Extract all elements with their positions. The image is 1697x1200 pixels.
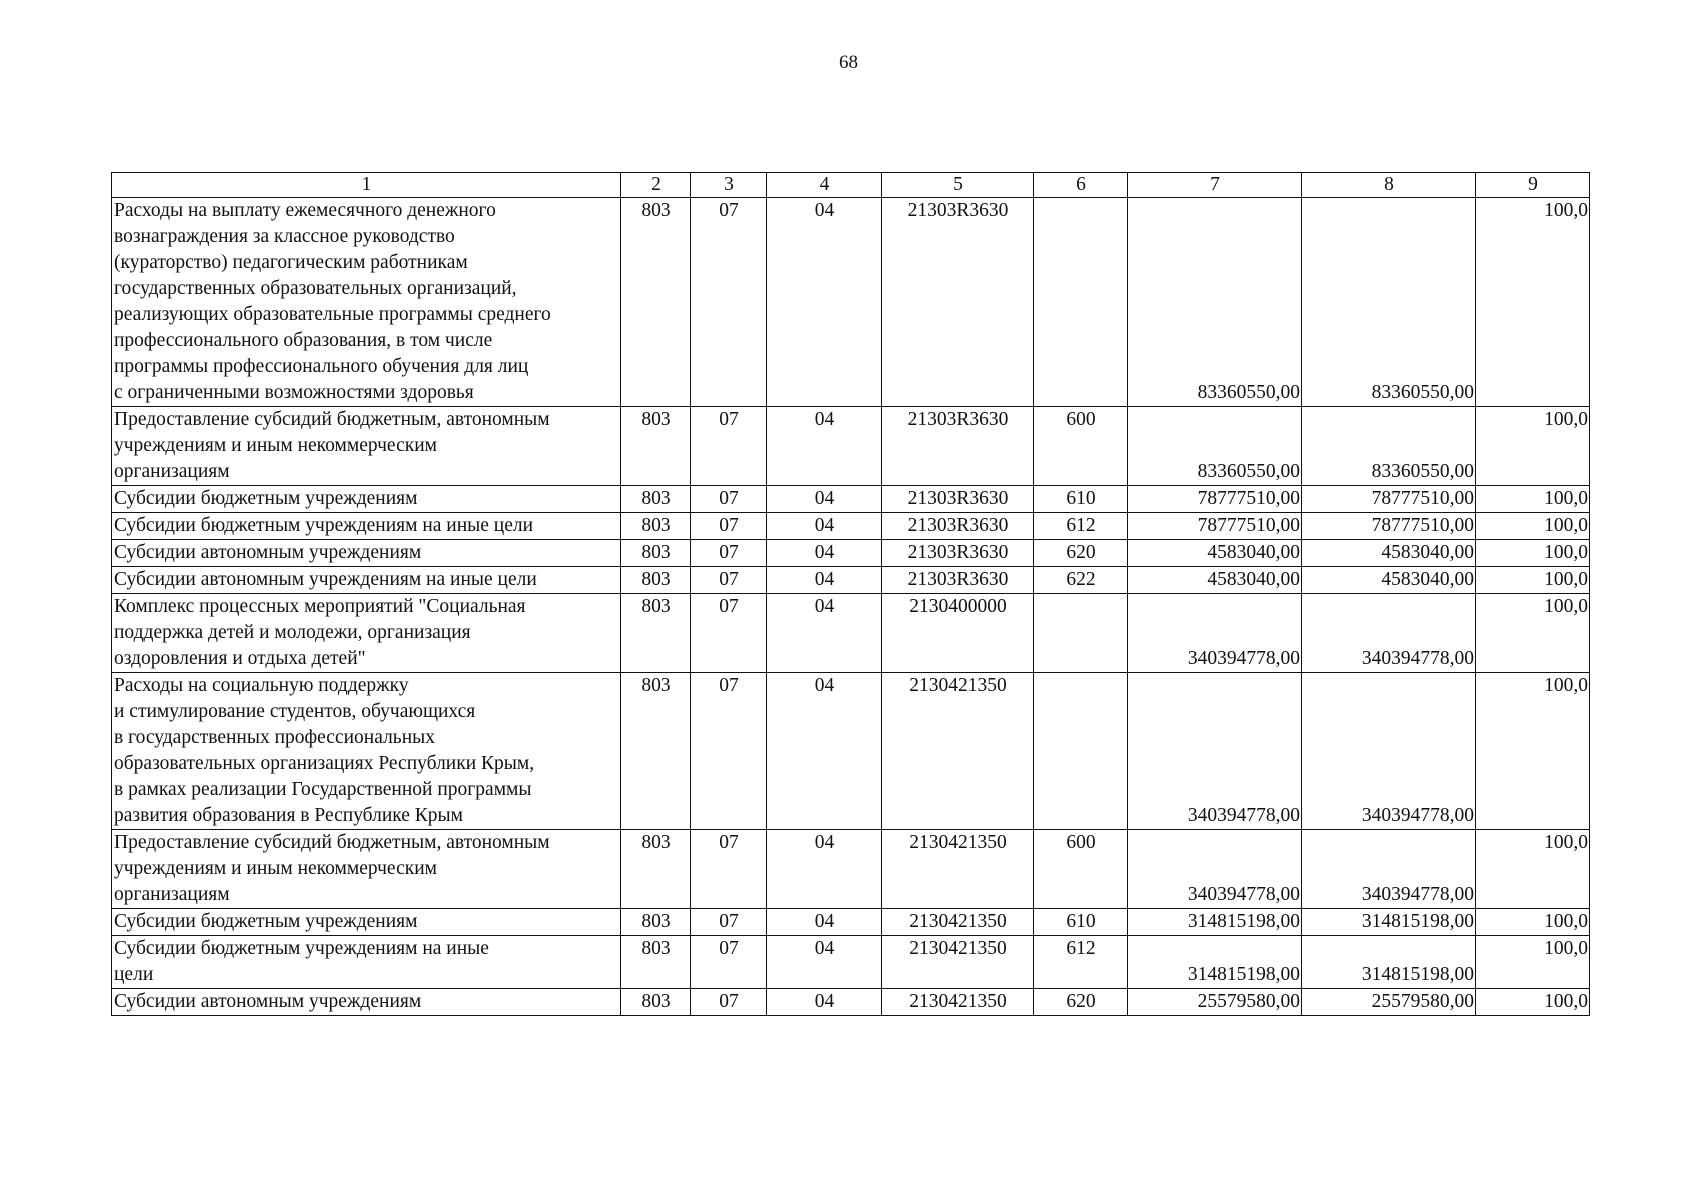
ministry-code-cell: 803 <box>621 486 691 513</box>
execution-percent-cell: 100,0 <box>1476 909 1590 936</box>
expense-name-cell: Субсидии бюджетным учреждениям на иные цели <box>112 513 621 540</box>
section-code-cell: 07 <box>691 673 767 830</box>
column-header: 7 <box>1128 173 1302 198</box>
execution-percent-cell: 100,0 <box>1476 486 1590 513</box>
expense-type-cell: 610 <box>1034 486 1128 513</box>
subsection-code-cell: 04 <box>767 936 882 989</box>
target-article-cell: 21303R3630 <box>882 540 1034 567</box>
executed-amount-cell: 78777510,00 <box>1302 486 1476 513</box>
expense-name-cell: Расходы на социальную поддержку и стимулирование студентов, обучающихся в государственных профессиональных образовательных организациях Республики Крым, в рамках реализации Государственной программы развития образования в Республике Крым <box>112 673 621 830</box>
execution-percent-cell: 100,0 <box>1476 830 1590 909</box>
expense-type-cell <box>1034 198 1128 407</box>
table-row <box>112 936 1590 989</box>
table-row <box>112 830 1590 909</box>
subsection-code-cell: 04 <box>767 540 882 567</box>
target-article-cell: 21303R3630 <box>882 407 1034 486</box>
planned-amount-cell: 25579580,00 <box>1128 989 1302 1016</box>
expense-name-cell: Субсидии автономным учреждениям на иные цели <box>112 567 621 594</box>
planned-amount-cell: 314815198,00 <box>1128 936 1302 989</box>
column-header: 8 <box>1302 173 1476 198</box>
ministry-code-cell: 803 <box>621 594 691 673</box>
ministry-code-cell: 803 <box>621 909 691 936</box>
section-code-cell: 07 <box>691 407 767 486</box>
ministry-code-cell: 803 <box>621 673 691 830</box>
table-body <box>112 198 1590 1016</box>
table-row <box>112 594 1590 673</box>
executed-amount-cell: 314815198,00 <box>1302 909 1476 936</box>
expense-name-cell: Субсидии бюджетным учреждениям на иные цели <box>112 936 621 989</box>
subsection-code-cell: 04 <box>767 909 882 936</box>
subsection-code-cell: 04 <box>767 407 882 486</box>
column-header: 5 <box>882 173 1034 198</box>
table-row <box>112 989 1590 1016</box>
page-number: 68 <box>839 52 858 73</box>
expense-type-cell: 622 <box>1034 567 1128 594</box>
executed-amount-cell: 314815198,00 <box>1302 936 1476 989</box>
subsection-code-cell: 04 <box>767 567 882 594</box>
ministry-code-cell: 803 <box>621 513 691 540</box>
table-row <box>112 486 1590 513</box>
expense-type-cell: 620 <box>1034 540 1128 567</box>
execution-percent-cell: 100,0 <box>1476 540 1590 567</box>
section-code-cell: 07 <box>691 989 767 1016</box>
expense-name-cell: Предоставление субсидий бюджетным, автономным учреждениям и иным некоммерческим организациям <box>112 830 621 909</box>
table-row <box>112 909 1590 936</box>
execution-percent-cell: 100,0 <box>1476 989 1590 1016</box>
executed-amount-cell: 78777510,00 <box>1302 513 1476 540</box>
ministry-code-cell: 803 <box>621 407 691 486</box>
expense-name-cell: Предоставление субсидий бюджетным, автономным учреждениям и иным некоммерческим организациям <box>112 407 621 486</box>
executed-amount-cell: 4583040,00 <box>1302 540 1476 567</box>
planned-amount-cell: 83360550,00 <box>1128 198 1302 407</box>
expense-type-cell: 612 <box>1034 513 1128 540</box>
target-article-cell: 2130421350 <box>882 909 1034 936</box>
section-code-cell: 07 <box>691 594 767 673</box>
execution-percent-cell: 100,0 <box>1476 673 1590 830</box>
expense-name-cell: Субсидии бюджетным учреждениям <box>112 909 621 936</box>
table-row <box>112 540 1590 567</box>
target-article-cell: 21303R3630 <box>882 486 1034 513</box>
subsection-code-cell: 04 <box>767 198 882 407</box>
subsection-code-cell: 04 <box>767 830 882 909</box>
expense-type-cell: 620 <box>1034 989 1128 1016</box>
target-article-cell: 21303R3630 <box>882 198 1034 407</box>
target-article-cell: 2130421350 <box>882 936 1034 989</box>
ministry-code-cell: 803 <box>621 567 691 594</box>
subsection-code-cell: 04 <box>767 989 882 1016</box>
table-row <box>112 198 1590 407</box>
expense-name-cell: Субсидии бюджетным учреждениям <box>112 486 621 513</box>
target-article-cell: 2130400000 <box>882 594 1034 673</box>
expense-name-cell: Субсидии автономным учреждениям <box>112 540 621 567</box>
executed-amount-cell: 340394778,00 <box>1302 594 1476 673</box>
section-code-cell: 07 <box>691 513 767 540</box>
section-code-cell: 07 <box>691 830 767 909</box>
execution-percent-cell: 100,0 <box>1476 407 1590 486</box>
execution-percent-cell: 100,0 <box>1476 198 1590 407</box>
section-code-cell: 07 <box>691 567 767 594</box>
planned-amount-cell: 340394778,00 <box>1128 673 1302 830</box>
planned-amount-cell: 314815198,00 <box>1128 909 1302 936</box>
executed-amount-cell: 83360550,00 <box>1302 407 1476 486</box>
ministry-code-cell: 803 <box>621 198 691 407</box>
execution-percent-cell: 100,0 <box>1476 594 1590 673</box>
ministry-code-cell: 803 <box>621 989 691 1016</box>
target-article-cell: 2130421350 <box>882 989 1034 1016</box>
expense-type-cell: 610 <box>1034 909 1128 936</box>
planned-amount-cell: 78777510,00 <box>1128 513 1302 540</box>
ministry-code-cell: 803 <box>621 936 691 989</box>
section-code-cell: 07 <box>691 540 767 567</box>
column-header: 2 <box>621 173 691 198</box>
planned-amount-cell: 4583040,00 <box>1128 567 1302 594</box>
ministry-code-cell: 803 <box>621 540 691 567</box>
planned-amount-cell: 78777510,00 <box>1128 486 1302 513</box>
subsection-code-cell: 04 <box>767 673 882 830</box>
subsection-code-cell: 04 <box>767 513 882 540</box>
budget-table <box>111 172 1590 1016</box>
section-code-cell: 07 <box>691 909 767 936</box>
target-article-cell: 2130421350 <box>882 830 1034 909</box>
execution-percent-cell: 100,0 <box>1476 936 1590 989</box>
section-code-cell: 07 <box>691 936 767 989</box>
column-header: 6 <box>1034 173 1128 198</box>
execution-percent-cell: 100,0 <box>1476 567 1590 594</box>
table-row <box>112 673 1590 830</box>
section-code-cell: 07 <box>691 198 767 407</box>
executed-amount-cell: 340394778,00 <box>1302 673 1476 830</box>
expense-name-cell: Комплекс процессных мероприятий "Социальная поддержка детей и молодежи, организация оздоровления и отдыха детей" <box>112 594 621 673</box>
expense-type-cell: 600 <box>1034 407 1128 486</box>
subsection-code-cell: 04 <box>767 486 882 513</box>
planned-amount-cell: 4583040,00 <box>1128 540 1302 567</box>
column-header: 3 <box>691 173 767 198</box>
target-article-cell: 21303R3630 <box>882 567 1034 594</box>
target-article-cell: 2130421350 <box>882 673 1034 830</box>
ministry-code-cell: 803 <box>621 830 691 909</box>
expense-type-cell: 600 <box>1034 830 1128 909</box>
table-row <box>112 567 1590 594</box>
executed-amount-cell: 340394778,00 <box>1302 830 1476 909</box>
planned-amount-cell: 340394778,00 <box>1128 594 1302 673</box>
expense-type-cell <box>1034 594 1128 673</box>
executed-amount-cell: 25579580,00 <box>1302 989 1476 1016</box>
expense-name-cell: Расходы на выплату ежемесячного денежного вознаграждения за классное руководство (кураторство) педагогическим работникам государственных образовательных организаций, реализующих образовательные программы среднего профессионального образования, в том числе программы профессионального обучения для лиц с ограниченными возможностями здоровья <box>112 198 621 407</box>
table-row <box>112 513 1590 540</box>
column-header: 4 <box>767 173 882 198</box>
section-code-cell: 07 <box>691 486 767 513</box>
column-number-row <box>112 173 1590 198</box>
target-article-cell: 21303R3630 <box>882 513 1034 540</box>
planned-amount-cell: 340394778,00 <box>1128 830 1302 909</box>
table-row <box>112 407 1590 486</box>
column-header: 9 <box>1476 173 1590 198</box>
executed-amount-cell: 4583040,00 <box>1302 567 1476 594</box>
expense-type-cell: 612 <box>1034 936 1128 989</box>
planned-amount-cell: 83360550,00 <box>1128 407 1302 486</box>
expense-name-cell: Субсидии автономным учреждениям <box>112 989 621 1016</box>
subsection-code-cell: 04 <box>767 594 882 673</box>
executed-amount-cell: 83360550,00 <box>1302 198 1476 407</box>
column-header: 1 <box>112 173 621 198</box>
execution-percent-cell: 100,0 <box>1476 513 1590 540</box>
expense-type-cell <box>1034 673 1128 830</box>
